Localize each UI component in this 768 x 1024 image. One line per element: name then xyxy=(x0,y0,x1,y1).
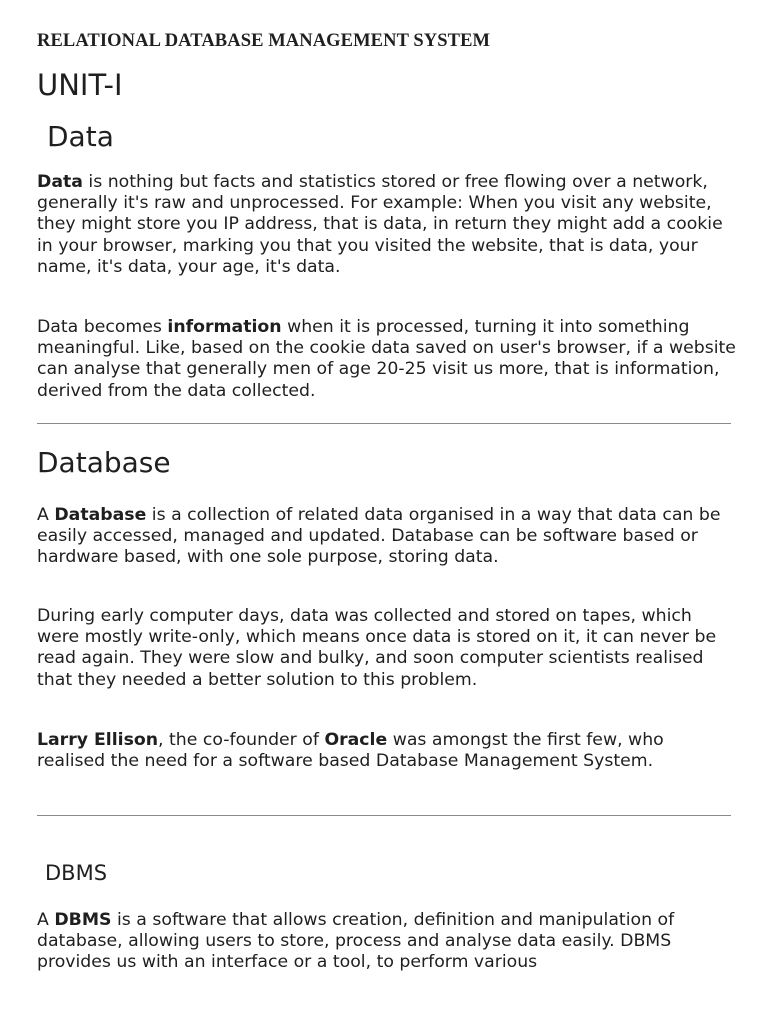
paragraph-text: when it is processed, turning it into something meaningful. Like, based on the cookie data saved on user's browser, if a website can analyse that generally men of age 20-25 visit us more, that is information, derived from the data collected. xyxy=(37,317,736,401)
document-header: RELATIONAL DATABASE MANAGEMENT SYSTEM xyxy=(37,31,491,51)
paragraph-text: is a collection of related data organised in a way that data can be easily accessed, managed and updated. Database can be software based or hardware based, with one sole purpose, storing data. xyxy=(37,505,721,568)
paragraph-text: , the co-founder of xyxy=(158,730,325,750)
section-divider xyxy=(37,815,731,816)
paragraph-text: A xyxy=(37,505,55,525)
information-paragraph xyxy=(37,317,737,402)
unit-title: UNIT-I xyxy=(37,68,123,102)
data-definition-paragraph xyxy=(37,172,737,278)
paragraph-text: A xyxy=(37,910,55,930)
term-database: Database xyxy=(54,505,147,525)
section-heading-database: Database xyxy=(37,446,171,479)
paragraph-text: was amongst the first few, who realised the need for a software based Database Management System. xyxy=(37,730,664,772)
database-history-paragraph: During early computer days, data was collected and stored on tapes, which were mostly write-only, which means once data is stored on it, it can never be read again. They were slow and bulky, and soon computer scientists realised that they needed a better solution to this problem. xyxy=(37,606,717,690)
paragraph-text: Data becomes xyxy=(37,317,168,337)
larry-ellison-paragraph xyxy=(37,730,737,772)
term-information: information xyxy=(167,317,282,337)
section-heading-data: Data xyxy=(47,120,114,153)
dbms-definition-paragraph xyxy=(37,910,737,974)
term-dbms: DBMS xyxy=(54,910,112,930)
paragraph-text: is a software that allows creation, definition and manipulation of database, allowing users to store, process and analyse data easily. DBMS provides us with an interface or a tool, to perform various xyxy=(37,910,675,973)
database-definition-paragraph xyxy=(37,505,737,569)
term-larry-ellison: Larry Ellison xyxy=(37,730,159,750)
paragraph-text: is nothing but facts and statistics stored or free flowing over a network, generally it's raw and unprocessed. For example: When you visit any website, they might store you IP address, that is data, in return they might add a cookie in your browser, marking you that you visited the website, that is data, your name, it's data, your age, it's data. xyxy=(37,172,723,277)
term-data: Data xyxy=(37,172,83,192)
section-divider xyxy=(37,423,731,424)
term-oracle: Oracle xyxy=(324,730,388,750)
section-heading-dbms: DBMS xyxy=(45,861,108,885)
